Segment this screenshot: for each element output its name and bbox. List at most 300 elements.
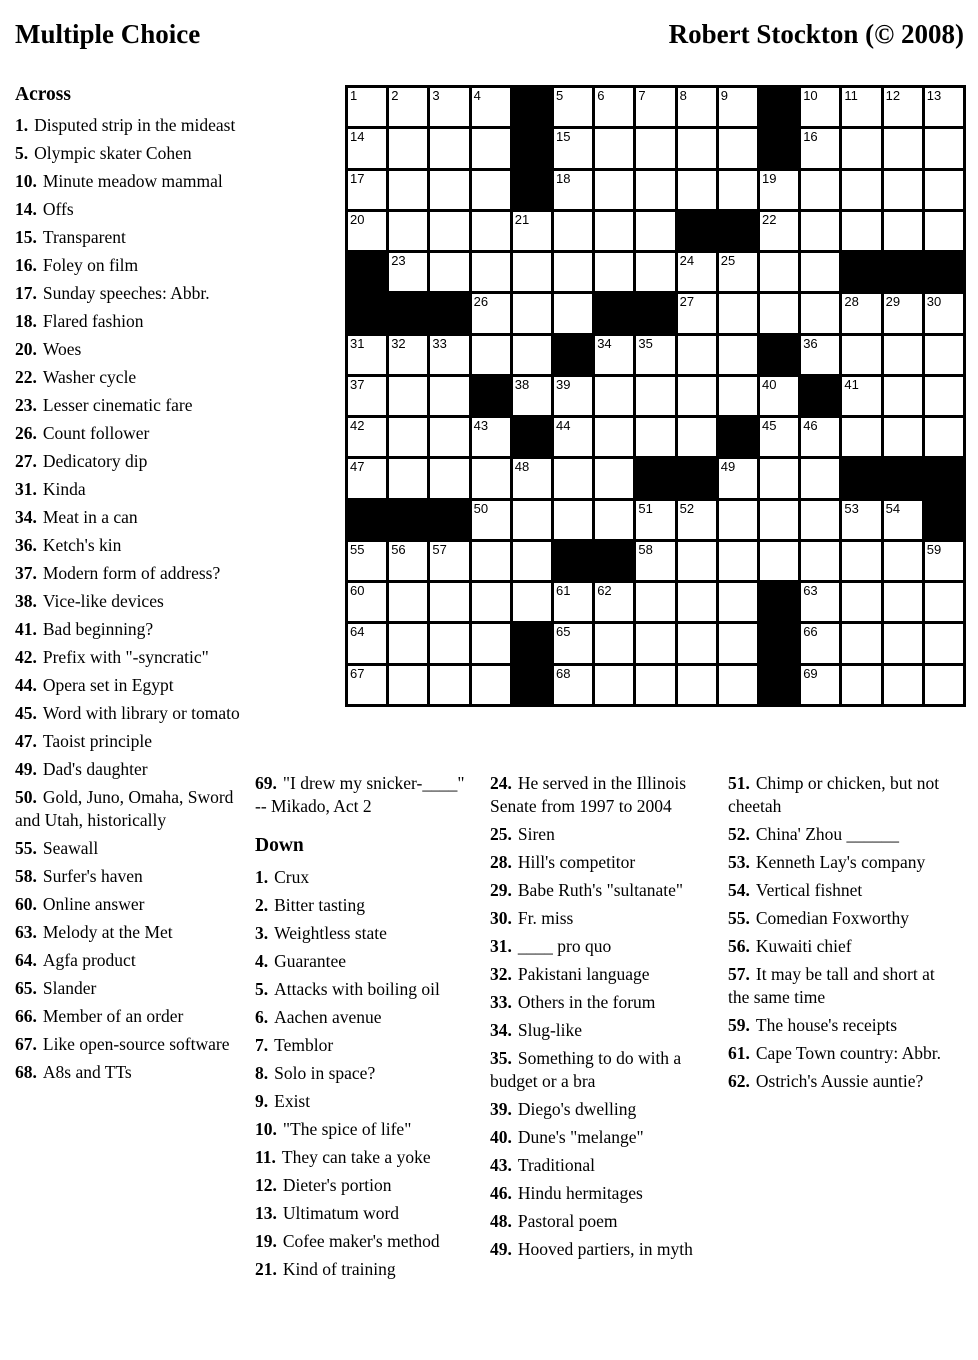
grid-cell[interactable] (678, 171, 716, 209)
clue-number: 22 . (15, 367, 37, 387)
grid-cell[interactable] (801, 624, 839, 662)
clue-across-22 (15, 366, 247, 389)
cell-number: 3 (432, 88, 440, 103)
clue-text: Hill's competitor (517, 852, 636, 872)
clue-across-31 (15, 478, 247, 501)
grid-cell[interactable] (430, 418, 468, 456)
cell-number: 44 (556, 418, 571, 434)
clue-across-41 (15, 618, 247, 641)
grid-cell[interactable] (678, 129, 716, 167)
clue-text: Ketch's kin (42, 535, 122, 555)
cell-number: 25 (720, 253, 736, 269)
grid-cell[interactable] (636, 624, 674, 662)
clue-number: 15 . (15, 227, 37, 247)
clue-text: Slander (42, 978, 97, 998)
grid-cell[interactable] (801, 129, 839, 167)
grid-cell[interactable] (513, 294, 551, 332)
cell-number: 31 (350, 335, 365, 351)
grid-cell[interactable] (842, 88, 880, 126)
grid-cell[interactable] (636, 129, 674, 167)
grid-cell[interactable] (389, 212, 427, 250)
clue-number: 24 . (490, 773, 512, 793)
grid-cell[interactable] (430, 171, 468, 209)
grid-cell[interactable] (719, 459, 757, 497)
grid-cell[interactable] (884, 212, 922, 250)
grid-cell[interactable] (595, 666, 633, 704)
grid-cell[interactable] (430, 542, 468, 580)
grid-cell[interactable] (595, 336, 633, 374)
clue-number: 25 . (490, 824, 512, 844)
clue-down-43 (490, 1154, 708, 1177)
grid-cell[interactable] (678, 336, 716, 374)
grid-cell[interactable] (719, 666, 757, 704)
grid-cell[interactable] (472, 253, 510, 291)
grid-cell[interactable] (719, 88, 757, 126)
grid-cell[interactable] (842, 212, 880, 250)
grid-cell[interactable] (884, 542, 922, 580)
grid-cell[interactable] (595, 418, 633, 456)
grid-cell[interactable] (842, 624, 880, 662)
clue-text: Siren (517, 824, 555, 844)
clue-text: Crux (274, 867, 310, 887)
grid-cell[interactable] (925, 212, 963, 250)
grid-cell[interactable] (842, 666, 880, 704)
grid-cell[interactable] (389, 88, 427, 126)
clue-number: 65 . (15, 978, 37, 998)
grid-cell[interactable] (513, 459, 551, 497)
clue-text: Guarantee (274, 951, 347, 971)
grid-cell[interactable] (472, 459, 510, 497)
grid-cell[interactable] (719, 542, 757, 580)
grid-cell[interactable] (513, 501, 551, 539)
grid-cell[interactable] (554, 377, 592, 415)
grid-cell[interactable] (842, 171, 880, 209)
clue-text: Gold, Juno, Omaha, Sword and Utah, historically (15, 787, 234, 830)
clue-number: 1 . (15, 115, 28, 135)
grid-cell[interactable] (678, 542, 716, 580)
clue-across-37 (15, 562, 247, 585)
grid-cell-black (801, 377, 839, 415)
grid-cell[interactable] (760, 459, 798, 497)
grid-cell[interactable] (636, 253, 674, 291)
grid-cell[interactable] (925, 129, 963, 167)
grid-cell[interactable] (801, 666, 839, 704)
grid-cell[interactable] (348, 459, 386, 497)
grid-cell[interactable] (842, 129, 880, 167)
grid-cell[interactable] (842, 294, 880, 332)
grid-cell[interactable] (472, 129, 510, 167)
clue-down-33 (490, 991, 708, 1014)
cell-number: 1 (350, 88, 358, 103)
grid-cell[interactable] (595, 212, 633, 250)
clue-number: 31 . (15, 479, 37, 499)
down-clue-list-3 (728, 772, 950, 1093)
grid-cell[interactable] (389, 624, 427, 662)
grid-cell[interactable] (430, 336, 468, 374)
grid-cell[interactable] (801, 88, 839, 126)
grid-cell-black (760, 666, 798, 704)
clue-number: 28 . (490, 852, 512, 872)
cell-number: 36 (803, 335, 818, 351)
grid-cell[interactable] (719, 624, 757, 662)
clue-number: 41 . (15, 619, 37, 639)
grid-cell[interactable] (595, 88, 633, 126)
clue-text: Woes (42, 339, 82, 359)
grid-cell[interactable] (389, 336, 427, 374)
clue-down-54 (728, 879, 950, 902)
down-clue-list-1 (255, 866, 467, 1281)
grid-cell[interactable] (595, 624, 633, 662)
grid-cell[interactable] (925, 666, 963, 704)
clue-number: 16 . (15, 255, 37, 275)
grid-cell[interactable] (925, 418, 963, 456)
grid-cell[interactable] (760, 253, 798, 291)
clue-down-1 (255, 866, 467, 889)
grid-cell[interactable] (430, 459, 468, 497)
grid-cell[interactable] (430, 253, 468, 291)
clue-number: 14 . (15, 199, 37, 219)
grid-cell[interactable] (389, 583, 427, 621)
grid-cell[interactable] (595, 377, 633, 415)
grid-cell[interactable] (430, 88, 468, 126)
grid-cell[interactable] (636, 501, 674, 539)
grid-cell[interactable] (884, 377, 922, 415)
grid-cell[interactable] (430, 666, 468, 704)
grid-cell[interactable] (719, 171, 757, 209)
grid-cell[interactable] (554, 501, 592, 539)
cell-number: 17 (350, 170, 365, 186)
grid-cell[interactable] (801, 171, 839, 209)
grid-cell[interactable] (678, 418, 716, 456)
grid-cell-black (925, 253, 963, 291)
clue-number: 54 . (728, 880, 750, 900)
grid-cell-black (925, 459, 963, 497)
grid-cell[interactable] (348, 583, 386, 621)
cell-number: 6 (597, 88, 605, 103)
grid-cell[interactable] (760, 294, 798, 332)
clue-number: 34 . (490, 1020, 512, 1040)
grid-cell[interactable] (472, 294, 510, 332)
grid-cell[interactable] (554, 418, 592, 456)
grid-cell[interactable] (348, 88, 386, 126)
grid-cell[interactable] (554, 294, 592, 332)
clue-number: 67 . (15, 1034, 37, 1054)
clue-down-3 (255, 922, 467, 945)
grid-cell[interactable] (719, 336, 757, 374)
grid-cell[interactable] (925, 583, 963, 621)
grid-cell[interactable] (719, 377, 757, 415)
grid-cell-black (513, 624, 551, 662)
grid-cell[interactable] (678, 666, 716, 704)
grid-cell[interactable] (595, 459, 633, 497)
grid-cell[interactable] (884, 336, 922, 374)
grid-cell-black (760, 88, 798, 126)
grid-cell[interactable] (554, 171, 592, 209)
grid-cell[interactable] (348, 129, 386, 167)
grid-cell[interactable] (389, 129, 427, 167)
clue-text: Foley on film (42, 255, 139, 275)
grid-cell[interactable] (513, 212, 551, 250)
grid-cell[interactable] (430, 129, 468, 167)
grid-cell-black (842, 253, 880, 291)
clue-down-7 (255, 1034, 467, 1057)
grid-cell[interactable] (636, 171, 674, 209)
clue-text: Dune's "melange" (517, 1127, 644, 1147)
clue-across-55 (15, 837, 247, 860)
grid-cell[interactable] (554, 212, 592, 250)
grid-cell[interactable] (678, 253, 716, 291)
grid-cell[interactable] (636, 212, 674, 250)
grid-cell[interactable] (760, 501, 798, 539)
grid-cell[interactable] (719, 294, 757, 332)
grid-cell[interactable] (636, 583, 674, 621)
grid-cell[interactable] (678, 624, 716, 662)
grid-cell[interactable] (925, 294, 963, 332)
grid-cell[interactable] (884, 129, 922, 167)
grid-cell[interactable] (554, 624, 592, 662)
grid-cell[interactable] (884, 171, 922, 209)
grid-cell[interactable] (595, 253, 633, 291)
clue-down-52 (728, 823, 950, 846)
grid-cell[interactable] (719, 583, 757, 621)
grid-cell[interactable] (636, 542, 674, 580)
clue-text: Bitter tasting (274, 895, 366, 915)
grid-cell[interactable] (884, 666, 922, 704)
grid-cell[interactable] (554, 129, 592, 167)
grid-cell[interactable] (348, 171, 386, 209)
cell-number: 14 (350, 129, 365, 145)
cell-number: 24 (679, 253, 695, 269)
grid-cell[interactable] (389, 542, 427, 580)
clue-across-38 (15, 590, 247, 613)
grid-cell[interactable] (513, 336, 551, 374)
grid-cell[interactable] (678, 501, 716, 539)
cell-number: 38 (514, 376, 530, 392)
grid-cell[interactable] (389, 418, 427, 456)
clue-number: 68 . (15, 1062, 37, 1082)
clues-column-3 (490, 772, 708, 1266)
clue-down-48 (490, 1210, 708, 1233)
grid-cell[interactable] (842, 542, 880, 580)
grid-cell[interactable] (842, 336, 880, 374)
grid-cell[interactable] (842, 501, 880, 539)
clue-text: Melody at the Met (42, 922, 173, 942)
grid-cell[interactable] (801, 501, 839, 539)
grid-cell[interactable] (884, 88, 922, 126)
grid-cell[interactable] (760, 418, 798, 456)
cell-number: 43 (473, 418, 489, 434)
clue-number: 29 . (490, 880, 512, 900)
clue-number: 55 . (15, 838, 37, 858)
grid-cell[interactable] (513, 377, 551, 415)
cell-number: 29 (885, 294, 901, 310)
grid-cell[interactable] (389, 171, 427, 209)
grid-cell-black (884, 459, 922, 497)
cell-number: 27 (679, 294, 695, 310)
grid-cell[interactable] (801, 583, 839, 621)
grid-cell[interactable] (472, 583, 510, 621)
grid-cell[interactable] (554, 253, 592, 291)
grid-cell[interactable] (636, 377, 674, 415)
clue-number: 55 . (728, 908, 750, 928)
grid-cell[interactable] (513, 253, 551, 291)
grid-cell[interactable] (389, 666, 427, 704)
clue-text: Solo in space? (274, 1063, 376, 1083)
grid-cell[interactable] (348, 336, 386, 374)
grid-cell[interactable] (472, 666, 510, 704)
clue-number: 49 . (15, 759, 37, 779)
grid-cell[interactable] (884, 501, 922, 539)
cell-number: 67 (350, 665, 365, 681)
clue-number: 58 . (15, 866, 37, 886)
grid-cell[interactable] (719, 129, 757, 167)
clue-text: "The spice of life" (282, 1119, 412, 1139)
clue-text: They can take a yoke (281, 1147, 431, 1167)
clue-text: Vice-like devices (42, 591, 164, 611)
grid-cell[interactable] (636, 666, 674, 704)
grid-cell[interactable] (678, 294, 716, 332)
grid-cell[interactable] (636, 88, 674, 126)
clue-across-1 (15, 114, 247, 137)
clue-text: Others in the forum (517, 992, 656, 1012)
grid-cell[interactable] (760, 542, 798, 580)
clue-text: He served in the Illinois Senate from 1997 to 2004 (490, 773, 687, 816)
grid-cell[interactable] (925, 377, 963, 415)
clue-down-31 (490, 935, 708, 958)
grid-cell[interactable] (348, 624, 386, 662)
grid-cell[interactable] (925, 171, 963, 209)
grid-cell[interactable] (678, 88, 716, 126)
grid-cell[interactable] (884, 583, 922, 621)
grid-cell[interactable] (925, 88, 963, 126)
clue-number: 49 . (490, 1239, 512, 1259)
grid-cell[interactable] (430, 377, 468, 415)
grid-cell[interactable] (472, 336, 510, 374)
across-clue-list-overflow (255, 772, 467, 818)
grid-cell[interactable] (842, 377, 880, 415)
cell-number: 15 (556, 129, 571, 145)
clue-number: 1 . (255, 867, 268, 887)
grid-cell[interactable] (595, 129, 633, 167)
grid-cell[interactable] (595, 171, 633, 209)
clue-number: 3 . (255, 923, 268, 943)
clue-number: 57 . (728, 964, 750, 984)
grid-cell[interactable] (801, 212, 839, 250)
clue-across-50 (15, 786, 247, 832)
cell-number: 18 (556, 170, 571, 186)
grid-cell[interactable] (472, 501, 510, 539)
grid-cell[interactable] (472, 171, 510, 209)
grid-cell-black (430, 294, 468, 332)
grid-cell[interactable] (719, 253, 757, 291)
clue-number: 47 . (15, 731, 37, 751)
grid-cell[interactable] (554, 88, 592, 126)
clue-text: Olympic skater Cohen (34, 143, 192, 163)
grid-cell[interactable] (884, 418, 922, 456)
grid-cell[interactable] (801, 418, 839, 456)
clue-text: Kenneth Lay's company (755, 852, 926, 872)
grid-cell[interactable] (760, 171, 798, 209)
grid-cell[interactable] (554, 459, 592, 497)
grid-cell[interactable] (348, 666, 386, 704)
grid-cell[interactable] (472, 212, 510, 250)
clue-number: 61 . (728, 1043, 750, 1063)
grid-cell[interactable] (925, 624, 963, 662)
grid-cell[interactable] (884, 294, 922, 332)
grid-cell[interactable] (719, 501, 757, 539)
cell-number: 45 (762, 418, 777, 434)
grid-cell[interactable] (472, 88, 510, 126)
grid-cell[interactable] (636, 336, 674, 374)
grid-cell[interactable] (801, 253, 839, 291)
grid-cell[interactable] (389, 459, 427, 497)
grid-cell[interactable] (348, 377, 386, 415)
clue-text: Member of an order (42, 1006, 184, 1026)
grid-cell[interactable] (842, 583, 880, 621)
grid-cell[interactable] (430, 583, 468, 621)
clue-number: 63 . (15, 922, 37, 942)
grid-cell[interactable] (636, 418, 674, 456)
grid-cell[interactable] (760, 212, 798, 250)
clue-text: It may be tall and short at the same time (728, 964, 935, 1007)
grid-cell[interactable] (348, 212, 386, 250)
grid-cell[interactable] (595, 501, 633, 539)
grid-cell[interactable] (842, 418, 880, 456)
grid-cell[interactable] (389, 253, 427, 291)
grid-cell[interactable] (472, 624, 510, 662)
grid-cell-black (348, 253, 386, 291)
grid-cell-black (842, 459, 880, 497)
clue-number: 23 . (15, 395, 37, 415)
grid-cell[interactable] (348, 418, 386, 456)
grid-cell[interactable] (678, 377, 716, 415)
clue-text: Seawall (42, 838, 99, 858)
grid-cell[interactable] (925, 542, 963, 580)
grid-cell[interactable] (595, 583, 633, 621)
grid-cell[interactable] (430, 624, 468, 662)
clue-across-26 (15, 422, 247, 445)
grid-cell[interactable] (801, 336, 839, 374)
clue-text: Like open-source software (42, 1034, 230, 1054)
clue-down-61 (728, 1042, 950, 1065)
grid-cell[interactable] (348, 542, 386, 580)
grid-cell[interactable] (513, 583, 551, 621)
grid-cell[interactable] (554, 666, 592, 704)
grid-cell[interactable] (430, 212, 468, 250)
cell-number: 60 (350, 583, 365, 599)
cell-number: 49 (720, 459, 736, 475)
grid-cell[interactable] (925, 336, 963, 374)
clue-number: 7 . (255, 1035, 268, 1055)
grid-cell[interactable] (513, 542, 551, 580)
grid-cell[interactable] (554, 583, 592, 621)
grid-cell[interactable] (801, 542, 839, 580)
clue-across-60 (15, 893, 247, 916)
grid-cell[interactable] (801, 294, 839, 332)
grid-cell[interactable] (801, 459, 839, 497)
clue-down-62 (728, 1070, 950, 1093)
grid-cell[interactable] (760, 377, 798, 415)
clue-number: 34 . (15, 507, 37, 527)
clue-text: Bad beginning? (42, 619, 154, 639)
grid-cell[interactable] (678, 583, 716, 621)
puzzle-author: Robert Stockton (© 2008) (668, 19, 964, 49)
clue-across-23 (15, 394, 247, 417)
grid-cell[interactable] (472, 418, 510, 456)
grid-cell[interactable] (884, 624, 922, 662)
grid-cell[interactable] (472, 542, 510, 580)
grid-cell[interactable] (389, 377, 427, 415)
